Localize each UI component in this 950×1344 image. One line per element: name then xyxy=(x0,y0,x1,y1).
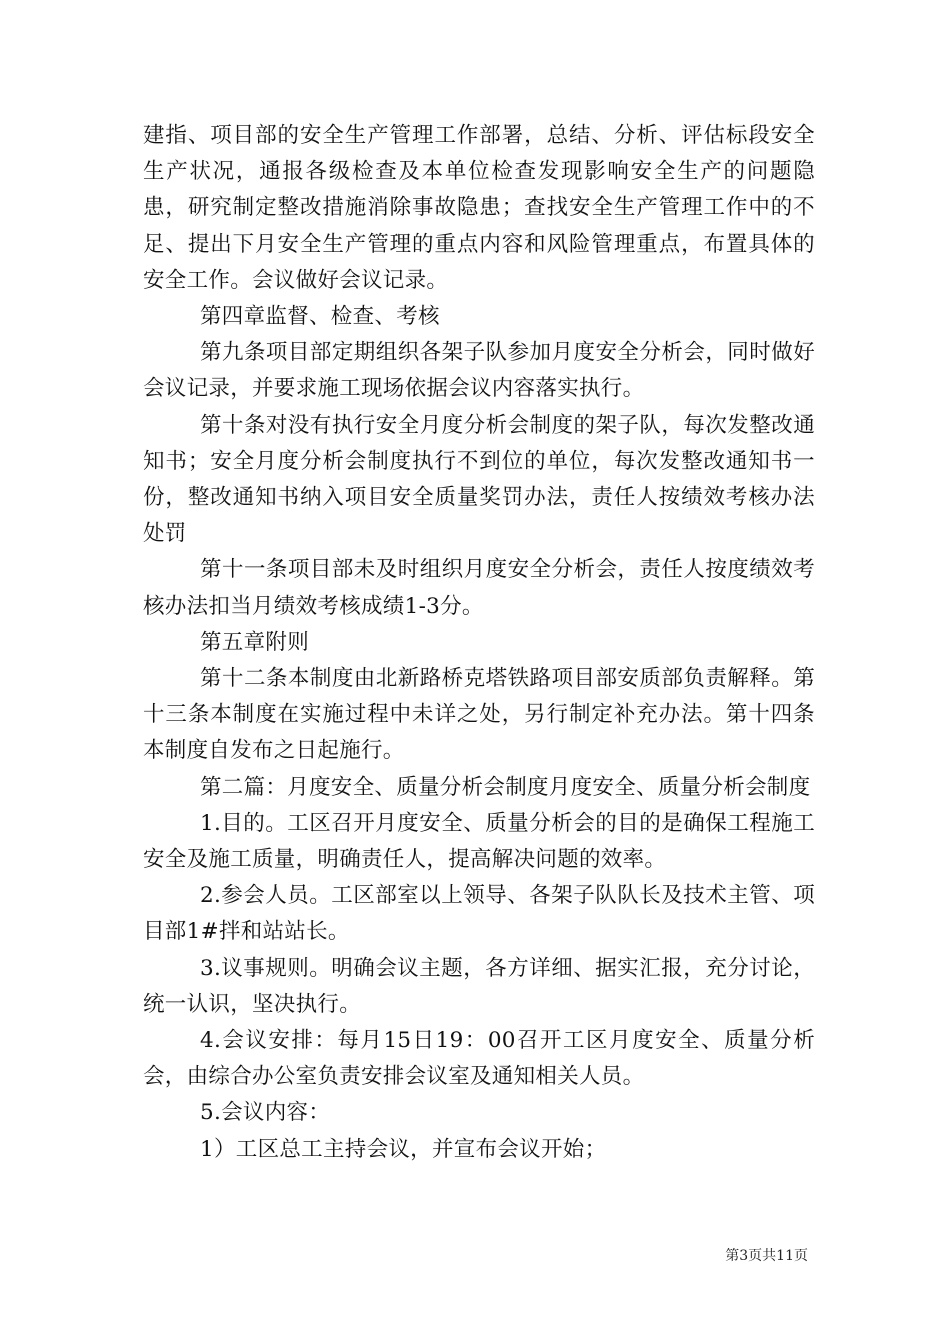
item-attendees: 2.参会人员。工区部室以上领导、各架子队队长及技术主管、项目部1#拌和站站长。 xyxy=(143,883,815,945)
item-schedule: 4.会议安排：每月15日19：00召开工区月度安全、质量分析会，由综合办公室负责安排会议室及通知相关人员。 xyxy=(143,1028,815,1090)
chapter-heading-5: 第五章附则 xyxy=(200,629,310,655)
item-content-step-1: 1）工区总工主持会议，并宣布会议开始； xyxy=(200,1136,607,1162)
page-number: 第3页共11页 xyxy=(725,1248,808,1264)
article-9: 第九条项目部定期组织各架子队参加月度安全分析会，同时做好会议记录，并要求施工现场依据会议内容落实执行。 xyxy=(143,340,815,402)
section-title-part-2: 第二篇：月度安全、质量分析会制度月度安全、质量分析会制度 xyxy=(200,774,811,800)
article-10: 第十条对没有执行安全月度分析会制度的架子队，每次发整改通知书；安全月度分析会制度执行不到位的单位，每次发整改通知书一份，整改通知书纳入项目安全质量奖罚办法，责任人按绩效考核办法处罚 xyxy=(143,412,815,547)
document-body xyxy=(143,118,815,1168)
item-rules: 3.议事规则。明确会议主题，各方详细、据实汇报，充分讨论，统一认识，坚决执行。 xyxy=(143,955,815,1017)
paragraph-continuation: 建指、项目部的安全生产管理工作部署，总结、分析、评估标段安全生产状况，通报各级检查及本单位检查发现影响安全生产的问题隐患，研究制定整改措施消除事故隐患；查找安全生产管理工作中的不足、提出下月安全生产管理的重点内容和风险管理重点，布置具体的安全工作。会议做好会议记录。 xyxy=(143,123,815,293)
item-content-heading: 5.会议内容： xyxy=(200,1100,331,1126)
article-11: 第十一条项目部未及时组织月度安全分析会，责任人按度绩效考核办法扣当月绩效考核成绩1-3分。 xyxy=(143,557,815,619)
chapter-heading-4: 第四章监督、检查、考核 xyxy=(200,304,440,330)
article-12-14: 第十二条本制度由北新路桥克塔铁路项目部安质部负责解释。第十三条本制度在实施过程中未详之处，另行制定补充办法。第十四条本制度自发布之日起施行。 xyxy=(143,666,815,764)
item-purpose: 1.目的。工区召开月度安全、质量分析会的目的是确保工程施工安全及施工质量，明确责任人，提高解决问题的效率。 xyxy=(143,810,815,873)
